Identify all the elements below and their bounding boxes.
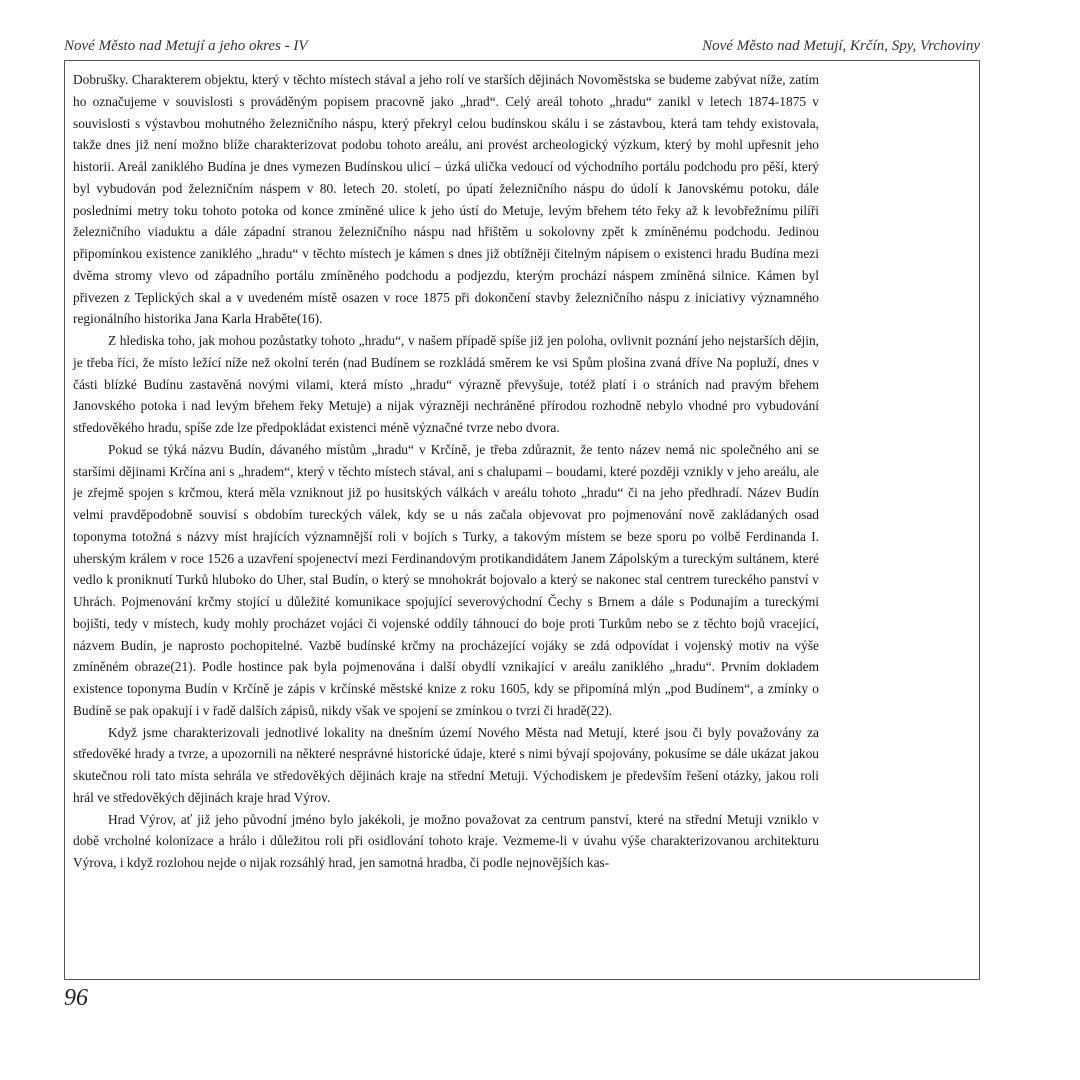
paragraph-2: Z hlediska toho, jak mohou pozůstatky tohoto „hradu“, v našem případě spíše již jen poloha, ovlivnit poznání jeho nejstarších dějin, je třeba říci, že místo ležící níže než okolní terén (nad Budínem se rozkládá směrem ke vsi Spům plošina zvaná dříve Na popluží, dnes v části blízké Budínu zastavěná novými vilami, která místo „hradu“ výrazně převyšuje, totéž platí i o stráních nad pravým břehem Janovského potoka i nad levým břehem řeky Metuje) a nijak výrazněji nechráněné přírodou rozhodně nebylo vhodné pro vybudování středověkého hradu, spíše zde lze předpokládat existenci méně význačné tvrze nebo dvora. (73, 333, 819, 435)
page-number: 96 (64, 985, 88, 1011)
paragraph-1: Dobrušky. Charakterem objektu, který v těchto místech stával a jeho rolí ve starších dějinách Novoměstska se budeme zabývat níže, zatím ho označujeme v souvislosti s prováděným popisem pracovně jako „hrad“. Celý areál tohoto „hradu“ zanikl v letech 1874-1875 v souvislosti s výstavbou mohutného železničního náspu, který překryl celou budínskou skálu i se zástavbou, která tam tehdy existovala, takže dnes již není možno blíže charakterizovat podobu tohoto areálu, ani provést archeologický výzkum, který by mohl upřesnit jeho historii. Areál zaniklého Budína je dnes vymezen Budínskou ulicí – úzká ulička vedoucí od východního portálu podchodu pro pěší, který byl vybudován pod železničním náspem v 80. letech 20. století, po úpatí železničního náspu do údolí k Janovskému potoku, dále posledními metry toku tohoto potoka od konce zmíněné ulice k jeho ústí do Metuje, levým břehem této řeky až k levobřežnímu pilíři železničního viaduktu a dále západní stranou železničního náspu nad hřištěm u sokolovny zpět k zmíněnému podchodu. Jedinou připomínkou existence zaniklého „hradu“ v těchto místech je kámen s dnes již obtížněji čitelným nápisem o existenci hradu Budína mezi dvěma stromy vlevo od západního portálu zmíněného podchodu a podjezdu, kterým prochází náspem zmíněná silnice. Kámen byl přivezen z Teplických skal a v uvedeném místě osazen v roce 1875 při dokončení stavby železničního náspu z iniciativy významného regionálního historika Jana Karla Hraběte(16). (73, 72, 819, 327)
paragraph-5: Hrad Výrov, ať již jeho původní jméno bylo jakékoli, je možno považovat za centrum panství, které na střední Metuji vzniklo v době vrcholné kolonizace a hrálo i důležitou roli při osidlování tohoto kraje. Vezmeme-li v úvahu výše charakterizovanou architekturu Výrova, i když rozlohou nejde o nijak rozsáhlý hrad, jen samotná hradba, či podle nejnovějších kas- (73, 811, 819, 870)
running-header-left: Nové Město nad Metují a jeho okres - IV (64, 38, 308, 54)
paragraph-3: Pokud se týká názvu Budín, dávaného místům „hradu“ v Krčíně, je třeba zdůraznit, že tento název nemá nic společného ani se staršími dějinami Krčína ani s „hradem“, který v těchto místech stával, ani s chalupami – boudami, které později vznikly v jeho areálu, ale je zřejmě spojen s krčmou, která měla vzniknout již po husitských válkách v areálu tohoto „hradu“ či na jeho předhradí. Název Budín velmi pravděpodobně souvisí s obdobím tureckých válek, kdy se u nás začala objevovat pro pojmenování nově zakládaných osad toponyma totožná s názvy míst hrajících významnější roli v bojích s Turky, a takovým místem se beze sporu po volbě Ferdinanda I. uherským králem v roce 1526 a uzavření spojenectví mezi Ferdinandovým protikandidátem Janem Zápolským a tureckým sultánem, které vedlo k proniknutí Turků hluboko do Uher, stal Budín, o který se mnohokrát bojovalo a který se nakonec stal centrem tureckého panství v Uhrách. Pojmenování krčmy stojící u důležité komunikace spojující severovýchodní Čechy s Brnem a dále s Podunajím a tureckými bojišti, tedy v místech, kudy mohly procházet vojáci či vojenské oddíly táhnoucí do boje proti Turkům nebo se z těchto bojů vracející, názvem Budín, je naprosto pochopitelné. Vazbě budínské krčmy na procházející vojáky se zdá odpovídat i vojenský motiv na výše zmíněném obraze(21). Podle hostince pak byla pojmenována i další obydlí vznikající v areálu zaniklého „hradu“. Prvním dokladem existence toponyma Budín v Krčíně je zápis v krčínské městské knize z roku 1605, kdy se připomíná mlýn „pod Budínem“, a zmínky o Budíně se pak opakují i v řadě dalších zápisů, nikdy však ve spojení se zmínkou o tvrzi či hradě(22). (73, 441, 819, 718)
body-text (73, 69, 819, 874)
running-header-right: Nové Město nad Metují, Krčín, Spy, Vrchoviny (702, 38, 980, 54)
paragraph-4: Když jsme charakterizovali jednotlivé lokality na dnešním území Nového Města nad Metují, které jsou či byly považovány za středověké hrady a tvrze, a upozornili na některé nesprávné historické údaje, které s nimi bývají spojovány, pokusíme se dále ukázat jakou skutečnou roli tato místa sehrála ve středověkých dějinách kraje na střední Metuji. Východiskem je především řešení otázky, jakou roli hrál ve středověkých dějinách kraje hrad Výrov. (73, 724, 819, 805)
